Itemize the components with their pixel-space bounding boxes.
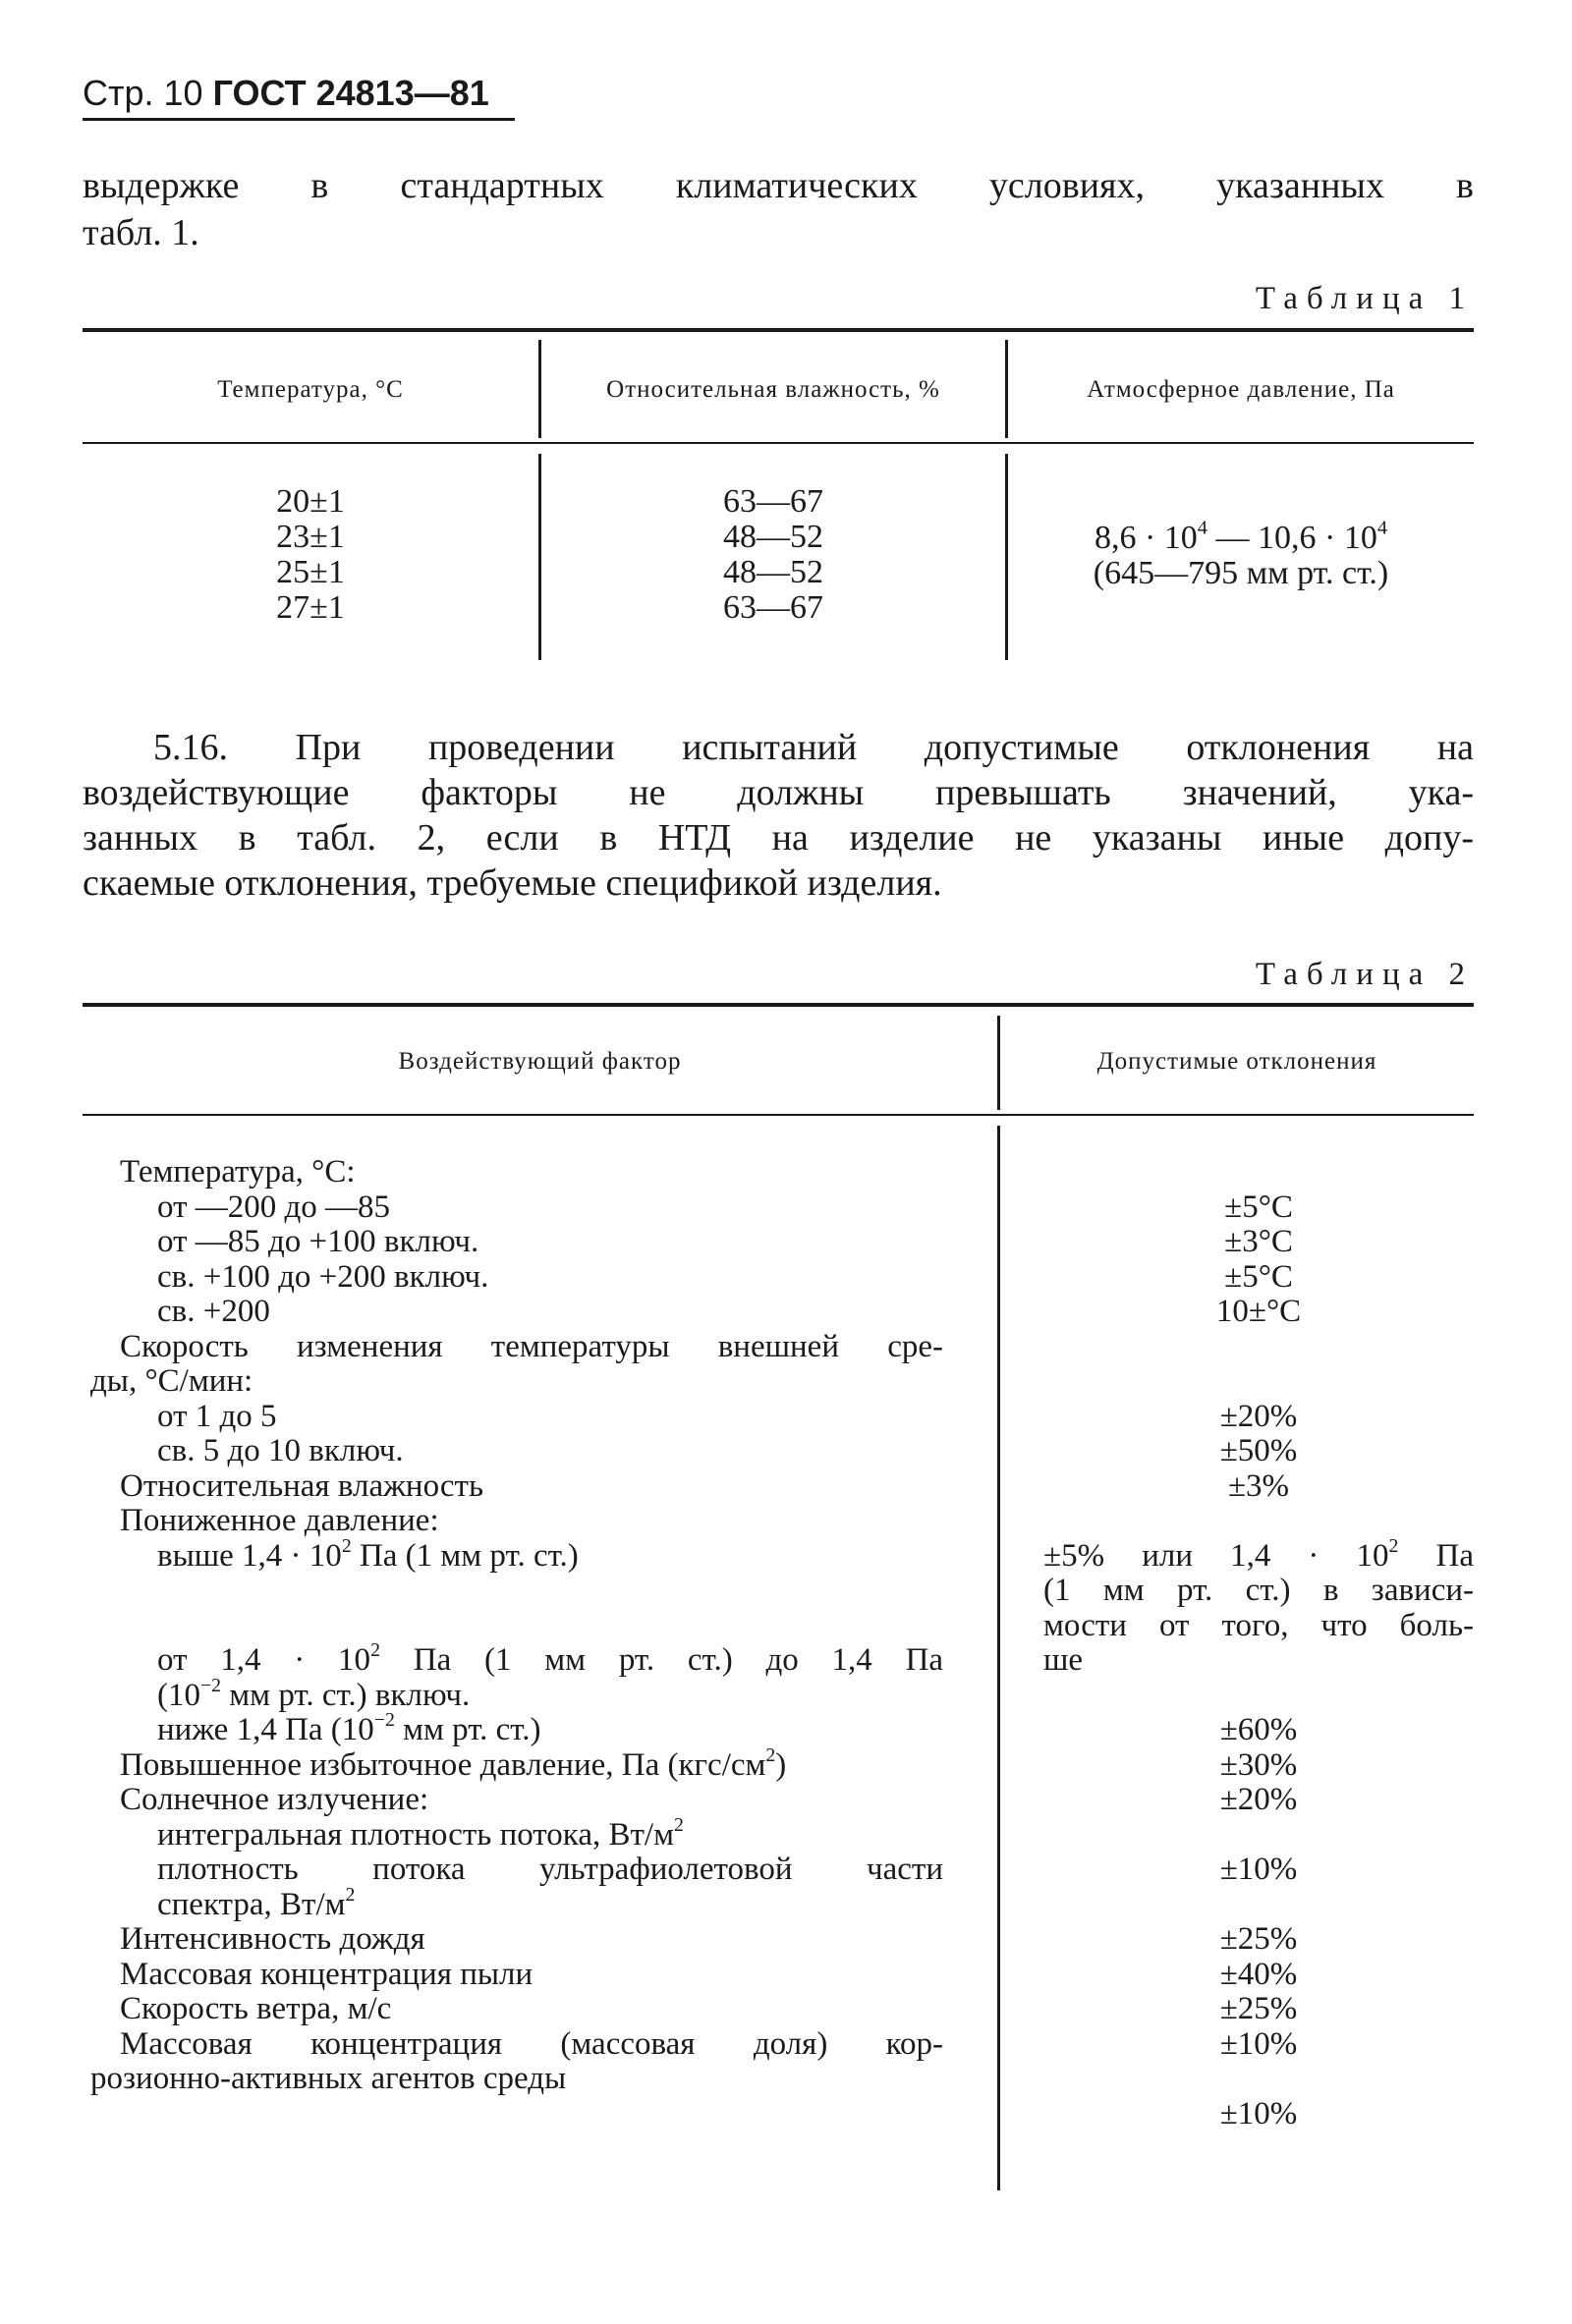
table-cell-empty — [1043, 1888, 1474, 1923]
table-row-spacer — [90, 1574, 943, 1643]
table2-factor-column — [90, 1155, 943, 2097]
table2-top-rule — [83, 1003, 1474, 1007]
table1-humidity-cell: 63—67 — [723, 483, 823, 520]
table-row: выше $1,4 \cdot 10^2$ Па (1 мм рт. ст.) — [157, 1534, 579, 1574]
table-cell: 10±°С — [1215, 1294, 1302, 1329]
table1-humidity-cell: 48—52 — [723, 519, 823, 555]
table-cell: (1 мм рт. ст.) в зависи- — [1043, 1573, 1474, 1608]
table2-header-deviation: Допустимые отклонения — [1096, 1048, 1377, 1075]
table-row: Повышенное избыточное давление, Па $(кгс/см^2)$ — [120, 1743, 787, 1783]
table-row: ниже 1,4 Па ($10^{-2}$ мм рт. ст.) — [157, 1709, 541, 1747]
table-cell: ±10% — [1219, 2025, 1298, 2062]
table1-temperature-list — [83, 484, 538, 626]
page-header — [83, 73, 489, 114]
table-row: от —200 до —85 — [157, 1189, 391, 1225]
table-row: Скорость ветра, м/с — [120, 1991, 392, 2026]
table-row: розионно-активных агентов среды — [90, 2061, 567, 2096]
table-row: Массовая концентрация (массовая доля) кор- — [120, 2025, 943, 2062]
section-line-1: 5.16. При проведении испытаний допустимые отклонения на — [153, 727, 1474, 768]
table-row: плотность потока ультрафиолетовой части — [157, 1852, 943, 1887]
table1-pressure-cell — [1008, 517, 1474, 591]
table-row: Интенсивность дождя — [120, 1921, 425, 1957]
page-number: Стр. 10 — [83, 73, 203, 113]
table-cell: ±20% — [1219, 1398, 1298, 1434]
table1-pressure-pa: $8,6 \cdot 10^4$ — $10,6 \cdot 10^4$ — [1094, 517, 1388, 556]
table-row: от 1 до 5 — [157, 1398, 277, 1434]
table1-header-pressure: Атмосферное давление, Па — [1087, 376, 1395, 403]
table-cell-empty — [1043, 1330, 1474, 1400]
table-row: Солнечное излучение: — [120, 1782, 429, 1817]
table-cell: ±25% — [1219, 1921, 1298, 1957]
table-cell: мости от того, что боль- — [1043, 1607, 1474, 1643]
intro-line-2: табл. 1. — [83, 212, 199, 253]
table-cell: ±60% — [1219, 1712, 1298, 1747]
table-cell-empty — [1043, 1679, 1474, 1714]
table1-pressure-mmhg: (645—795 мм рт. ст.) — [1093, 555, 1389, 591]
table-cell: ±30% — [1219, 1746, 1298, 1783]
table-row: Температура, °С: — [120, 1154, 356, 1190]
table2-deviation-column — [1043, 1155, 1474, 2131]
section-line-2: воздействующие факторы не должны превышать значений, ука- — [83, 772, 1474, 813]
table-cell: ±50% — [1219, 1433, 1298, 1468]
table-cell: ±20% — [1219, 1782, 1298, 1817]
table1-top-rule — [83, 328, 1474, 332]
table-cell: ше — [1043, 1642, 1084, 1678]
table1-header-humidity: Относительная влажность, % — [606, 376, 940, 403]
intro-line-1: выдержке в стандартных климатических условиях, указанных в — [83, 165, 1474, 206]
table-row: спектра, $Вт/м^2$ — [157, 1883, 356, 1922]
table2-caption: Таблица 2 — [1255, 957, 1474, 992]
standard-number: ГОСТ 24813—81 — [212, 73, 489, 113]
table-cell: ±25% — [1219, 1991, 1298, 2026]
table-row: Массовая концентрация пыли — [120, 1956, 533, 1992]
table-row: интегральная плотность потока, $Вт/м^2$ — [157, 1813, 684, 1853]
table-row: от $1,4 \cdot 10^2$ Па (1 мм рт. ст.) до 1,4 Па — [157, 1639, 944, 1678]
table1-header-temperature: Температура, °С — [217, 376, 404, 403]
table-row: св. +200 — [157, 1294, 270, 1329]
table-cell: ±3% — [1227, 1467, 1290, 1504]
table-row: св. +100 до +200 включ. — [157, 1258, 489, 1295]
table-row: св. 5 до 10 включ. — [157, 1433, 404, 1468]
table1-temperature-cell: 27±1 — [276, 589, 345, 626]
table1-temperature-cell: 20±1 — [276, 483, 345, 520]
table2-header-factor: Воздействующий фактор — [398, 1048, 682, 1075]
table1-humidity-cell: 63—67 — [723, 589, 823, 626]
table-row: от —85 до +100 включ. — [157, 1224, 479, 1259]
table1-caption: Таблица 1 — [1255, 281, 1474, 316]
table-cell-empty — [1043, 1818, 1474, 1854]
table-cell: ±3°С — [1224, 1224, 1293, 1259]
table-row: Относительная влажность — [120, 1467, 484, 1504]
table-row: Скорость изменения температуры внешней сре- — [120, 1328, 943, 1364]
section-line-4: скаемые отклонения, требуемые спецификой изделия. — [83, 862, 942, 904]
table1-humidity-list — [541, 484, 1005, 626]
table1-temperature-cell: 25±1 — [276, 554, 345, 590]
table1-humidity-cell: 48—52 — [723, 554, 823, 590]
header-rule — [83, 118, 515, 121]
table-cell-empty — [1043, 1504, 1474, 1539]
table-cell-empty — [1043, 1155, 1474, 1190]
table2-body-divider — [997, 1126, 1000, 2190]
table-cell: ±5°С — [1224, 1189, 1293, 1225]
section-line-3: занных в табл. 2, если в НТД на изделие не указаны иные допу- — [83, 817, 1474, 858]
table-row: ($10^{-2}$ мм рт. ст.) включ. — [157, 1674, 471, 1713]
table1-header-rule — [83, 442, 1474, 444]
table-cell: ±5% или $1,4 \cdot 10^2$ Па — [1043, 1534, 1474, 1574]
table-cell: ±5°С — [1224, 1258, 1293, 1295]
table2-header-rule — [83, 1114, 1474, 1116]
table-cell: ±40% — [1219, 1956, 1298, 1992]
table1-temperature-cell: 23±1 — [276, 519, 345, 555]
table-cell-empty — [1043, 2062, 1474, 2097]
table-row: Пониженное давление: — [120, 1503, 439, 1538]
table-cell: ±10% — [1219, 2095, 1298, 2131]
table-row: ды, °С/мин: — [90, 1363, 253, 1399]
table-cell: ±10% — [1219, 1852, 1298, 1887]
